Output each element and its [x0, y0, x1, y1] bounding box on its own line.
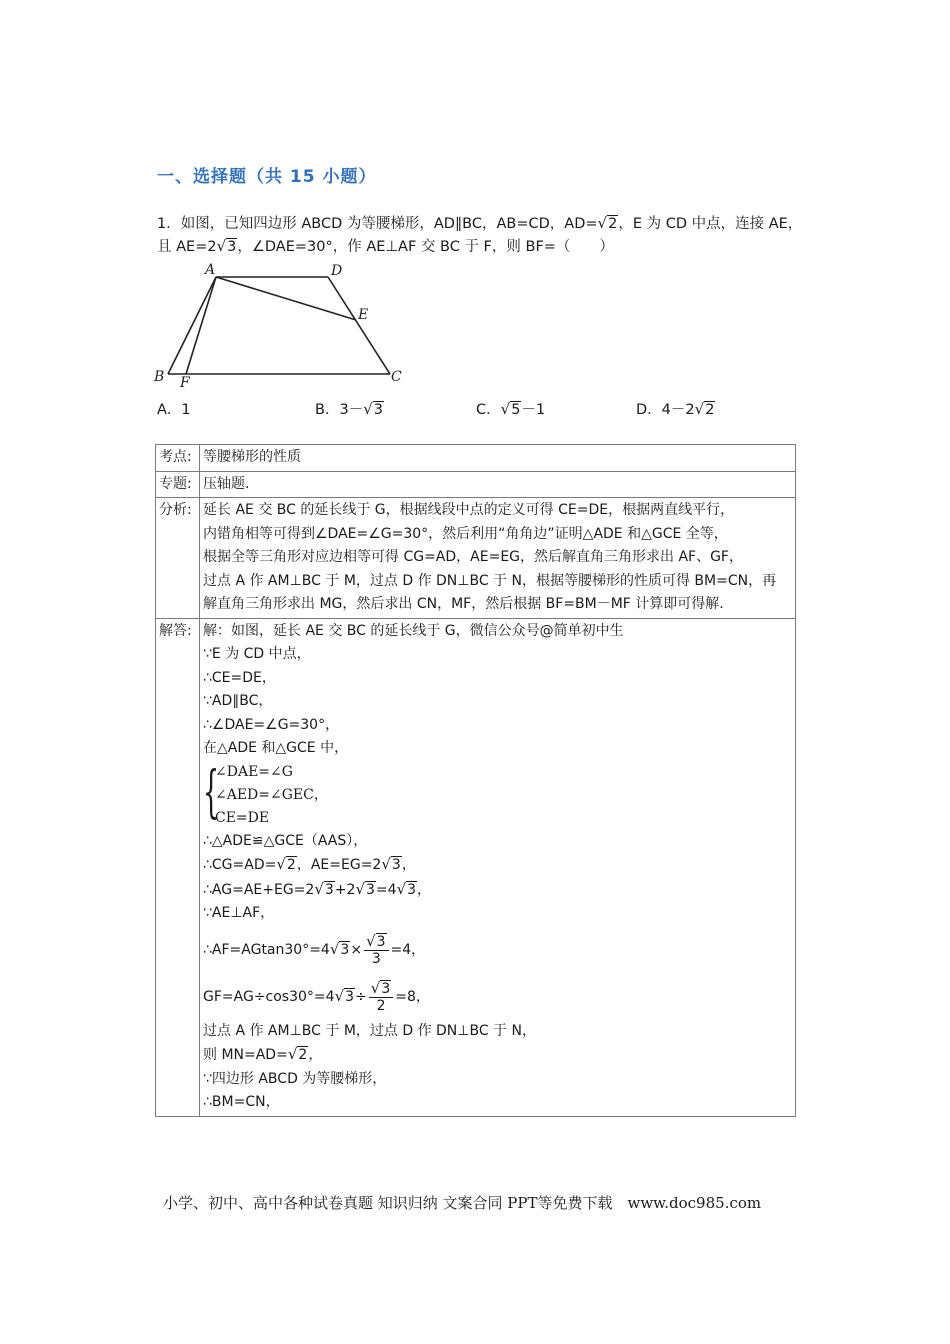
value-fenxi — [200, 498, 796, 619]
sqrt-expression: √3 — [334, 986, 355, 1005]
question-line-1 — [157, 212, 802, 233]
option-d: D．4－2√2 — [636, 400, 715, 418]
equation-system — [203, 761, 792, 830]
analysis-line: 过点 A 作 AM⊥BC 于 M，过点 D 作 DN⊥BC 于 N，根据等腰梯形的性质可得 BM=CN，再 — [203, 572, 777, 589]
solution-line: ∴CE=DE， — [203, 669, 276, 686]
analysis-line: 内错角相等可得到∠DAE=∠G=30°，然后利用“角角边”证明△ADE 和△GCE 全等， — [203, 525, 728, 542]
vertex-label-a: A — [205, 262, 216, 278]
value-jieda — [200, 618, 796, 1116]
vertex-label-b: B — [154, 369, 165, 385]
sqrt-expression: √3 — [363, 400, 383, 418]
segment-dc — [328, 277, 390, 374]
analysis-table — [155, 444, 796, 1117]
segment-af — [186, 277, 216, 374]
trapezoid-figure — [150, 258, 418, 390]
sqrt-expression: √2 — [276, 855, 296, 873]
sqrt-expression: √5 — [500, 400, 521, 418]
solution-line: 解：如图，延长 AE 交 BC 的延长线于 G，微信公众号@简单初中生 — [203, 622, 624, 639]
solution-line: 在△ADE 和△GCE 中， — [203, 740, 349, 756]
sqrt-expression: √3 — [381, 855, 401, 873]
system-line: ∠AED=∠GEC， — [215, 786, 328, 803]
segment-ab — [168, 277, 216, 374]
vertex-label-d: D — [331, 263, 343, 279]
sqrt-expression: √3 — [314, 879, 334, 898]
row-fenxi — [156, 498, 796, 619]
vertex-label-f: F — [180, 375, 190, 390]
analysis-line: 解直角三角形求出 MG，然后求出 CN，MF，然后根据 BF=BM－MF 计算即可得解. — [203, 596, 724, 612]
option-b: B．3－√3 — [315, 400, 383, 418]
solution-line: ∴AG=AE+EG=2√3+2√3=4√3， — [203, 878, 792, 903]
solution-line: ∴BM=CN， — [203, 1094, 280, 1110]
sqrt-expression: √3 — [355, 879, 375, 898]
sqrt-expression: √3 — [396, 879, 417, 898]
solution-line: GF=AG÷cos30°=4√3÷ $\frac{√3}{2}$ =8， — [203, 973, 792, 1020]
label-zhuanti: 专题: — [156, 471, 200, 498]
fraction: $\frac{√3}{2}$ — [369, 980, 393, 1014]
analysis-line: 延长 AE 交 BC 的延长线于 G，根据线段中点的定义可得 CE=DE，根据两直线平行， — [203, 502, 735, 518]
sqrt-expression: √2 — [287, 1045, 308, 1063]
section-title: 一、选择题（共 15 小题） — [157, 167, 377, 187]
footer-text: 小学、初中、高中各种试卷真题 知识归纳 文案合同 PPT等免费下载 www.doc985.com — [163, 1194, 762, 1212]
solution-line: ∵AD∥BC， — [203, 693, 273, 709]
value-kaodian: 等腰梯形的性质 — [200, 445, 796, 472]
solution-line: ∴CG=AD=√2，AE=EG=2√3， — [203, 853, 792, 878]
row-kaodian — [156, 445, 796, 472]
row-jieda — [156, 618, 796, 1116]
solution-line: ∵E 为 CD 中点， — [203, 646, 311, 662]
question-text: 且 AE=2 — [157, 239, 217, 255]
question-text: 1．如图，已知四边形 ABCD 为等腰梯形，AD∥BC，AB=CD，AD= — [157, 216, 598, 232]
label-jieda: 解答: — [156, 618, 200, 1116]
solution-line: 则 MN=AD=√2， — [203, 1043, 792, 1068]
sqrt-expression: √3 — [329, 939, 350, 958]
vertex-label-e: E — [358, 307, 369, 323]
brace-icon: { — [203, 759, 220, 825]
solution-line: ∴△ADE≌△GCE（AAS）， — [203, 832, 368, 849]
question-line-2 — [157, 235, 614, 256]
analysis-line: 根据全等三角形对应边相等可得 CG=AD，AE=EG，然后解直角三角形求出 AF、GF， — [203, 549, 743, 565]
segment-ae — [216, 277, 356, 320]
system-line: CE=DE — [215, 809, 270, 826]
solution-line: ∵AE⊥AF， — [203, 905, 275, 921]
fraction: $\frac{√3}{3}$ — [364, 933, 388, 967]
sqrt-expression: √3 — [216, 237, 237, 255]
vertex-label-c: C — [391, 369, 402, 385]
system-line: ∠DAE=∠G — [215, 763, 293, 780]
question-text: ，E 为 CD 中点，连接 AE， — [618, 216, 803, 232]
label-kaodian: 考点: — [156, 445, 200, 472]
question-text: ，∠DAE=30°，作 AE⊥AF 交 BC 于 F，则 BF=（ ） — [237, 239, 614, 255]
option-a: A．1 — [157, 402, 191, 418]
solution-line: ∴AF=AGtan30°=4√3× $\frac{√3}{3}$ =4， — [203, 926, 792, 973]
option-c: C．√5－1 — [476, 400, 546, 418]
row-zhuanti — [156, 471, 796, 498]
solution-line: ∵四边形 ABCD 为等腰梯形， — [203, 1070, 387, 1087]
solution-line: ∴∠DAE=∠G=30°， — [203, 716, 340, 733]
label-fenxi: 分析: — [156, 498, 200, 619]
sqrt-expression: √2 — [694, 400, 715, 418]
sqrt-expression: √2 — [597, 214, 618, 232]
solution-line: 过点 A 作 AM⊥BC 于 M，过点 D 作 DN⊥BC 于 N， — [203, 1022, 536, 1039]
value-zhuanti: 压轴题. — [200, 471, 796, 498]
